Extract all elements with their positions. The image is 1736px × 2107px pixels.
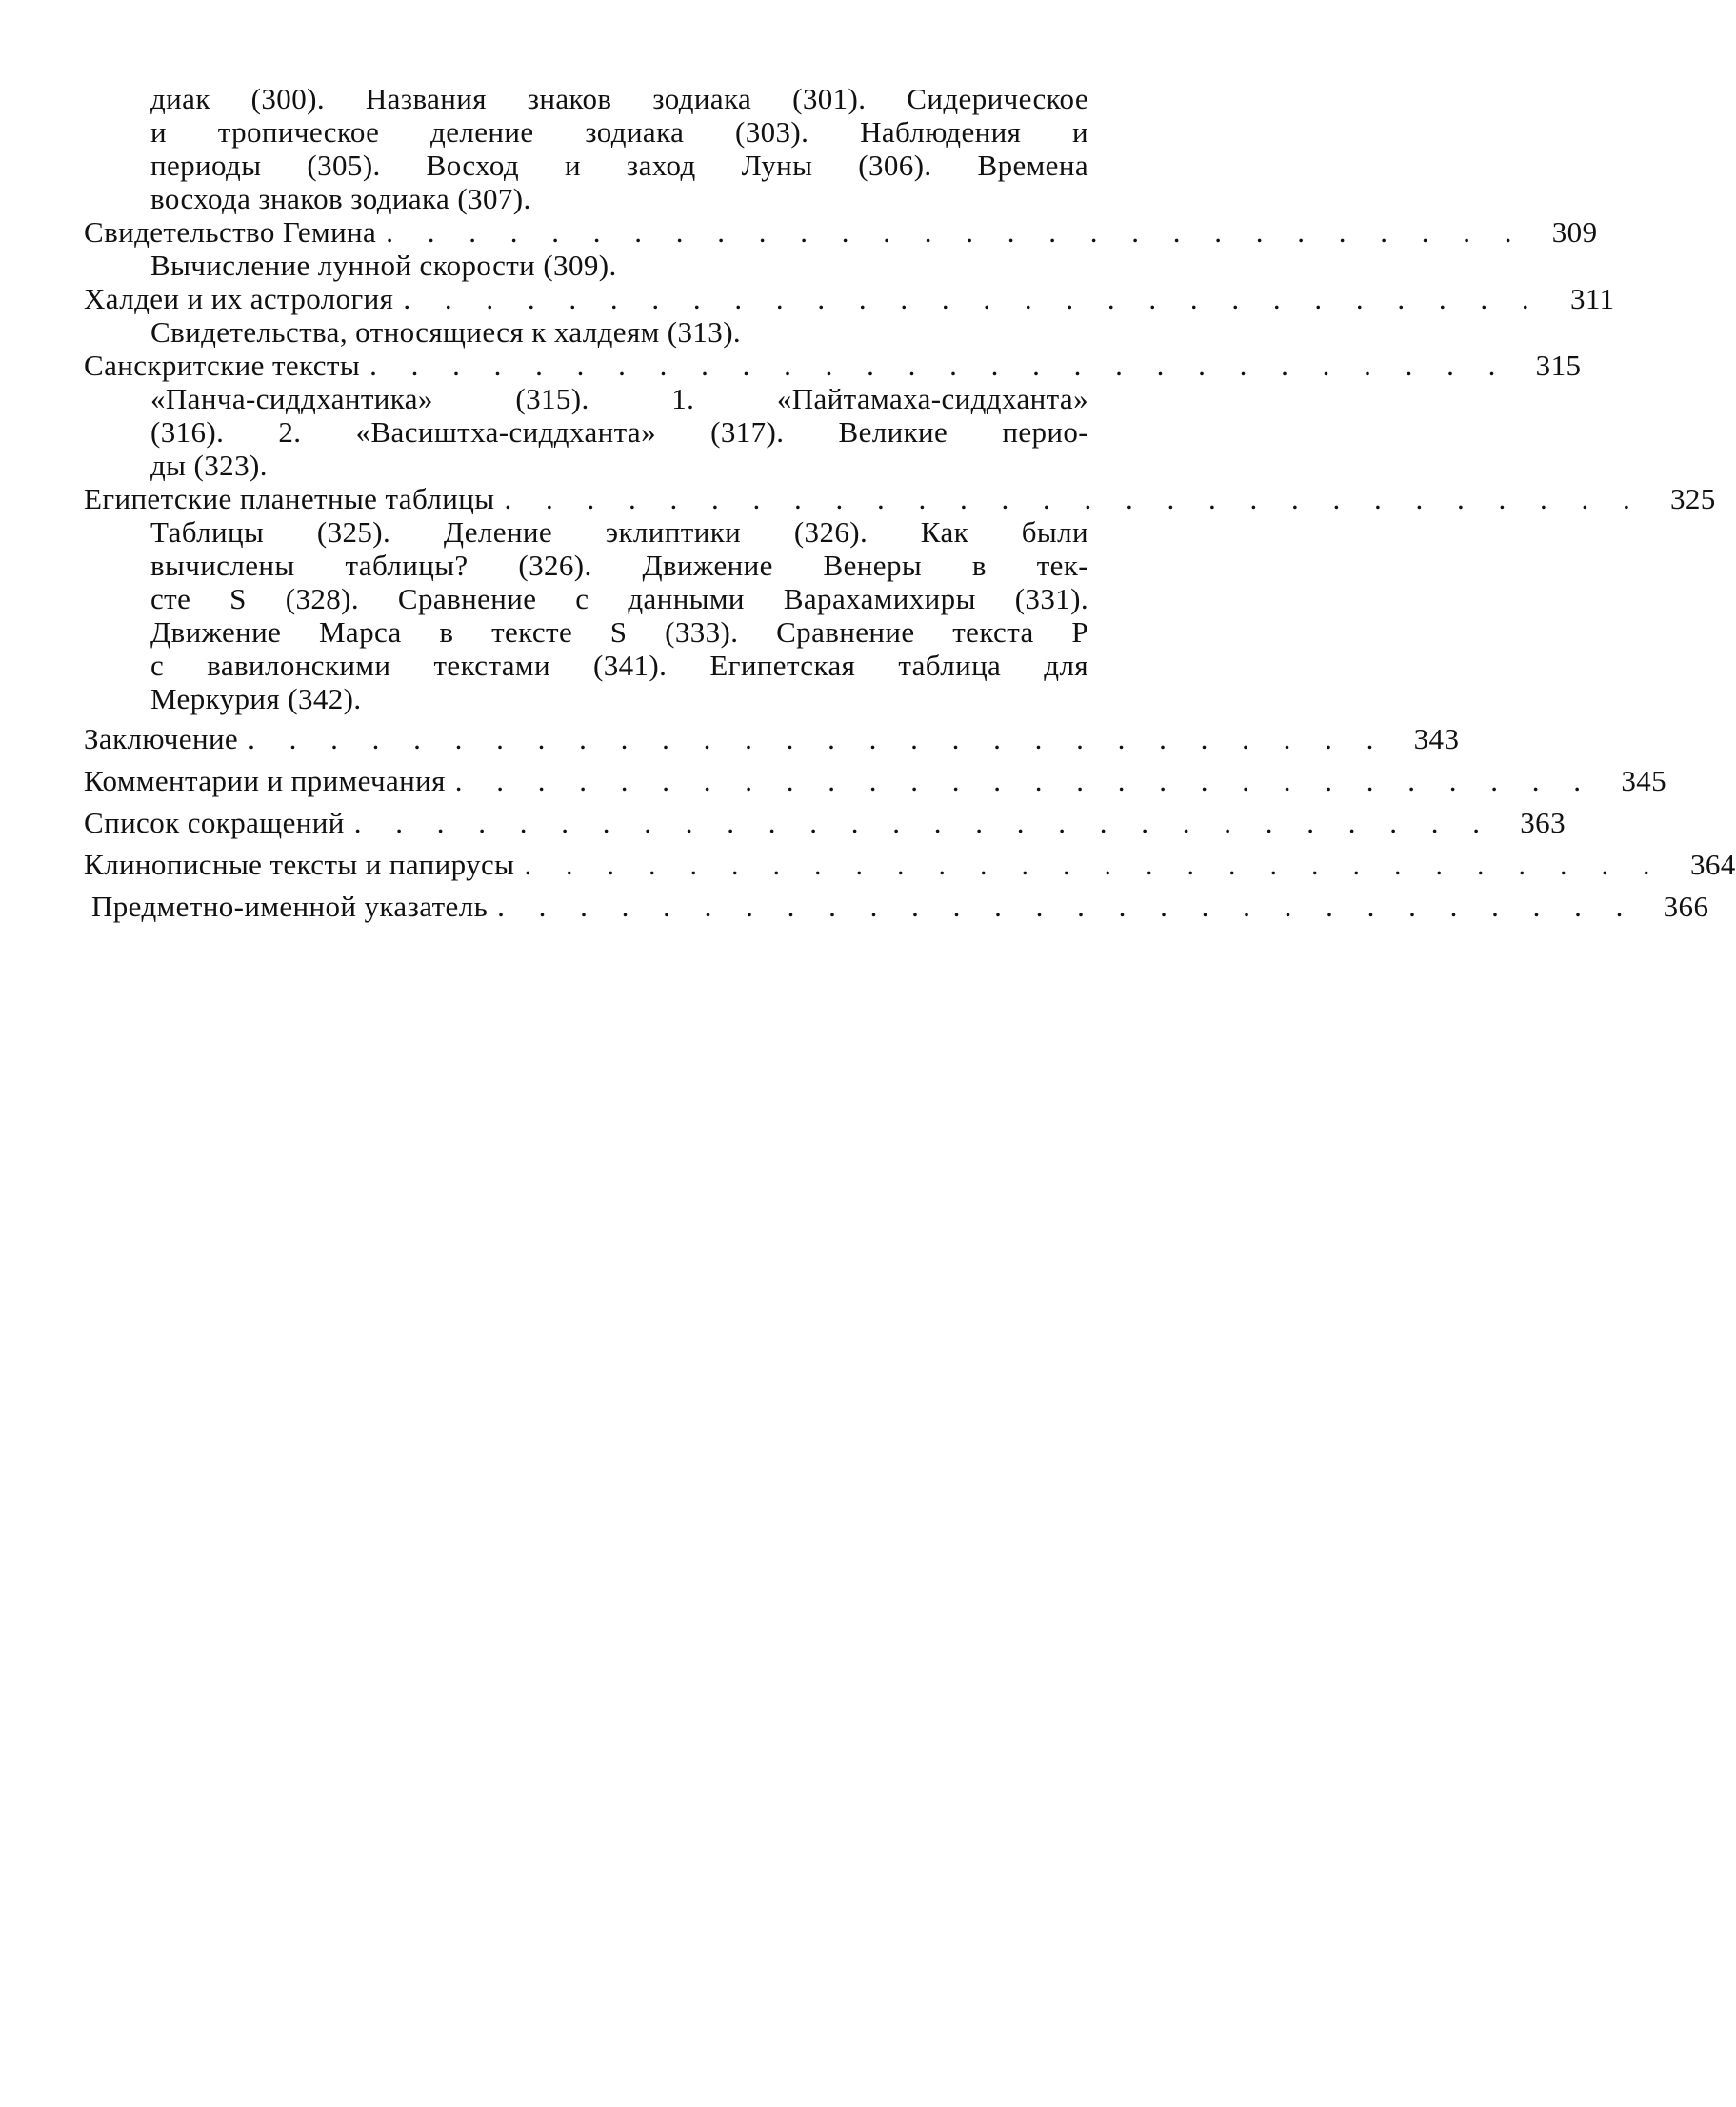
toc-entry-cuneiform-texts[interactable] xyxy=(84,848,1736,882)
dot-leader: . . . . . . . . . . . . . . . . . . . . . . . . . . . . xyxy=(386,215,1526,249)
toc-page-number: 311 xyxy=(1570,282,1615,315)
toc-continuation-line: и тропическое деление зодиака (303). Наблюдения и xyxy=(150,115,1088,149)
toc-entry-comments[interactable] xyxy=(84,764,1667,798)
toc-continuation-line: восхода знаков зодиака (307). xyxy=(150,182,531,215)
toc-subentry: Движение Марса в тексте S (333). Сравнение текста P xyxy=(150,615,1088,649)
toc-page-number: 364 xyxy=(1689,848,1736,881)
toc-entry-title: Халдеи и их астрология xyxy=(84,282,394,315)
toc-subentry: Вычисление лунной скорости (309). xyxy=(150,249,617,282)
toc-entry-title: Свидетельство Гемина xyxy=(84,215,377,249)
toc-entry-index[interactable] xyxy=(91,890,1709,924)
toc-subentry: Меркурия (342). xyxy=(150,682,362,715)
dot-leader: . . . . . . . . . . . . . . . . . . . . . . . . . . . . xyxy=(454,764,1595,797)
toc-page-number: 325 xyxy=(1670,482,1716,515)
toc-subentry: вычислены таблицы? (326). Движение Венеры в тек- xyxy=(150,549,1088,582)
toc-page-number: 366 xyxy=(1663,890,1709,923)
toc-entry-sanskrit-texts[interactable] xyxy=(84,349,1582,383)
dot-leader: . . . . . . . . . . . . . . . . . . . . . . . . . . . . xyxy=(504,482,1644,515)
toc-entry-abbreviations[interactable] xyxy=(84,806,1566,840)
toc-page-number: 345 xyxy=(1621,764,1667,797)
toc-entry-title: Комментарии и примечания xyxy=(84,764,446,797)
toc-entry-title: Заключение xyxy=(84,722,239,755)
dot-leader: . . . . . . . . . . . . . . . . . . . . . . . . . . . . xyxy=(524,848,1664,881)
toc-entry-title: Список сокращений xyxy=(84,806,345,839)
toc-entry-title: Предметно-именной указатель xyxy=(91,890,489,923)
toc-subentry: Таблицы (325). Деление эклиптики (326). Как были xyxy=(150,515,1088,549)
toc-continuation-line: периоды (305). Восход и заход Луны (306). Времена xyxy=(150,149,1088,182)
toc-page-number: 315 xyxy=(1535,349,1582,382)
toc-entry-egyptian-tables[interactable] xyxy=(84,482,1716,516)
toc-entry-chaldeans[interactable] xyxy=(84,282,1615,316)
toc-subentry: (316). 2. «Васиштха-сиддханта» (317). Великие перио- xyxy=(150,415,1088,449)
toc-subentry: с вавилонскими текстами (341). Египетская таблица для xyxy=(150,649,1088,682)
dot-leader: . . . . . . . . . . . . . . . . . . . . . . . . . . . . xyxy=(403,282,1543,315)
toc-entry-title: Клинописные тексты и папирусы xyxy=(84,848,515,881)
toc-page-number: 309 xyxy=(1551,215,1598,249)
dot-leader: . . . . . . . . . . . . . . . . . . . . . . . . . . . . xyxy=(369,349,1509,382)
toc-subentry: «Панча-сиддхантика» (315). 1. «Пайтамаха-сиддханта» xyxy=(150,382,1088,415)
toc-subentry: ды (323). xyxy=(150,449,268,482)
dot-leader: . . . . . . . . . . . . . . . . . . . . . . . . . . . . xyxy=(497,890,1637,923)
toc-entry-gemini[interactable] xyxy=(84,215,1598,250)
toc-entry-title: Египетские планетные таблицы xyxy=(84,482,495,515)
dot-leader: . . . . . . . . . . . . . . . . . . . . . . . . . . . . xyxy=(353,806,1493,839)
toc-entry-conclusion[interactable] xyxy=(84,722,1460,756)
toc-continuation-line: диак (300). Названия знаков зодиака (301). Сидерическое xyxy=(150,82,1088,115)
toc-page-number: 343 xyxy=(1413,722,1460,755)
dot-leader: . . . . . . . . . . . . . . . . . . . . . . . . . . . . xyxy=(248,722,1387,755)
toc-page-number: 363 xyxy=(1520,806,1566,839)
toc-subentry: Свидетельства, относящиеся к халдеям (313). xyxy=(150,315,742,349)
toc-subentry: сте S (328). Сравнение с данными Варахамихиры (331). xyxy=(150,582,1088,615)
toc-entry-title: Санскритские тексты xyxy=(84,349,361,382)
